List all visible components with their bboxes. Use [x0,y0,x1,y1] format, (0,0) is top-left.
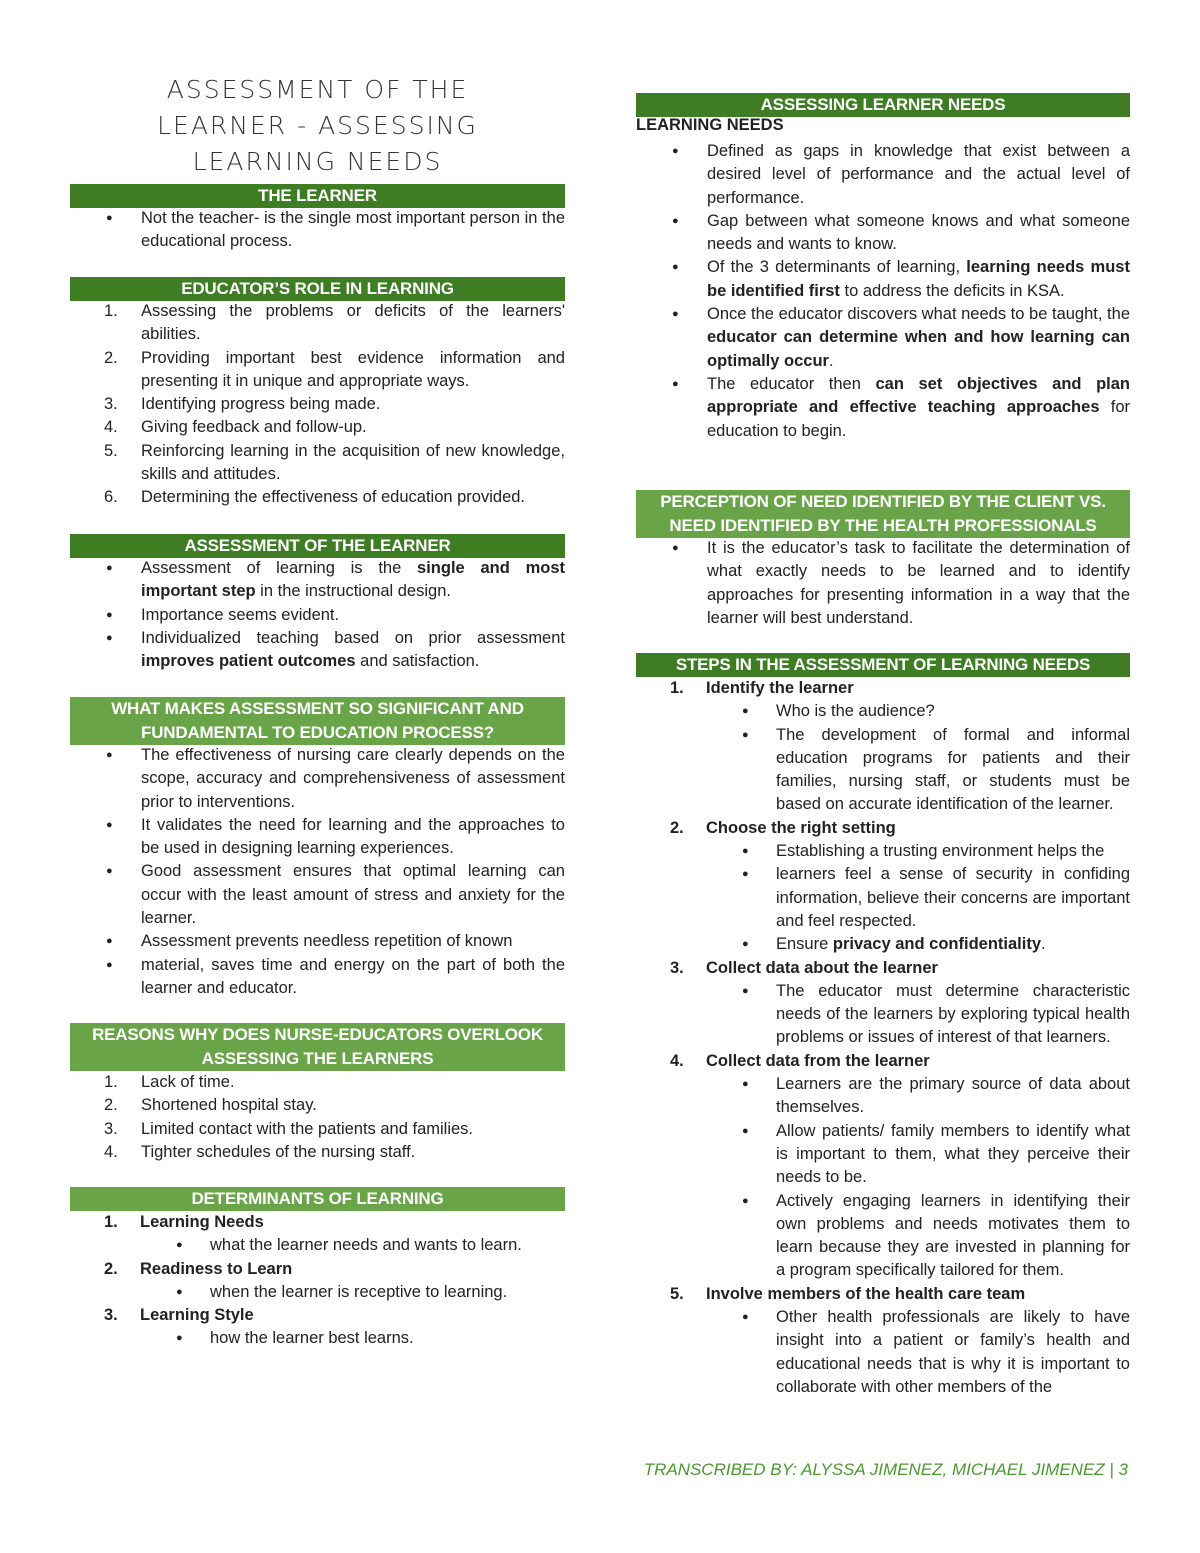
list-item: 4. Giving feedback and follow-up. [104,418,367,437]
list-item: 2. Providing important best evidence information and presenting it in unique and appropriate ways. [104,348,565,390]
list-item: ● Good assessment ensures that optimal learning can occur with the least amount of stress and anxiety for the learner. [70,860,565,930]
step-item: 4. Collect data from the learner ● Learners are the primary source of data about themselves. ● Allow patients/ family members to identify what is important to them, what they perceive their needs to be. ● Actively engaging learners in identifying their own problems and needs motivates them to learn because they are invested in planning for a program specifically tailored for them. [636,1050,1130,1283]
list-item: ● Once the educator discovers what needs to be taught, the educator can determine when and how learning can optimally occur. [636,303,1130,373]
list-item: ● Of the 3 determinants of learning, learning needs must be identified first to address the deficits in KSA. [636,256,1130,303]
title-line: LEARNING NEEDS [192,147,443,176]
list-item: 5. Reinforcing learning in the acquisition of new knowledge, skills and attitudes. [104,441,565,484]
list-item: ● Gap between what someone knows and what someone needs and wants to know. [636,210,1130,257]
step-item: 3. Collect data about the learner ● The educator must determine characteristic needs of the learners by exploring typical health problems or issues of interest of that learners. [636,957,1130,1050]
section-heading-educator-role: EDUCATOR’S ROLE IN LEARNING [70,277,565,301]
sub-item: ● what the learner needs and wants to learn. [140,1234,565,1257]
perception-list [636,537,1130,630]
sub-item: ● Ensure privacy and confidentiality. [706,933,1130,956]
list-item: ● The effectiveness of nursing care clearly depends on the scope, accuracy and comprehensiveness of assessment prior to interventions. [70,744,565,814]
sub-item: ● learners feel a sense of security in confiding information, believe their concerns are important and feel respected. [706,863,1130,933]
sub-item: ● Who is the audience? [706,700,1130,723]
sub-item: ● how the learner best learns. [140,1327,565,1350]
list-item: ● Defined as gaps in knowledge that exist between a desired level of performance and the actual level of performance. [636,140,1130,210]
section-heading-determinants: DETERMINANTS OF LEARNING [70,1187,565,1211]
page-title [70,72,565,180]
list-item: ● It validates the need for learning and the approaches to be used in designing learning experiences. [70,814,565,861]
section-heading-steps: STEPS IN THE ASSESSMENT OF LEARNING NEEDS [636,653,1130,677]
list-item: 2. Readiness to Learn ● when the learner is receptive to learning. [70,1258,565,1305]
section-heading-perception: PERCEPTION OF NEED IDENTIFIED BY THE CLIENT VS. NEED IDENTIFIED BY THE HEALTH PROFESSIONALS [636,490,1130,538]
section-heading-learner: THE LEARNER [70,184,565,208]
list-item: 4. Tighter schedules of the nursing staff. [104,1142,416,1161]
list-item: 6. Determining the effectiveness of education provided. [104,488,526,507]
list-item: ● material, saves time and energy on the part of both the learner and educator. [70,954,565,1001]
subheading-learning-needs: LEARNING NEEDS [636,116,784,134]
learner-list [70,207,565,254]
steps-list [636,677,1130,1399]
section-heading-assessment: ASSESSMENT OF THE LEARNER [70,534,565,558]
list-item: 3. Limited contact with the patients and families. [104,1119,474,1138]
sub-item: ● Allow patients/ family members to identify what is important to them, what they perceive their needs to be. [706,1120,1130,1190]
list-item: 2. Shortened hospital stay. [104,1096,317,1115]
determinants-list [70,1211,565,1351]
step-item: 5. Involve members of the health care team ● Other health professionals are likely to have insight into a patient or family’s health and educational needs that is why it is important to collaborate with other members of the [636,1283,1130,1399]
sub-item: ● Actively engaging learners in identifying their own problems and needs motivates them to learn because they are invested in planning for a program specifically tailored for them. [706,1190,1130,1283]
title-line: LEARNER - ASSESSING [157,111,478,140]
list-item: ● The educator then can set objectives and plan appropriate and effective teaching approaches for education to begin. [636,373,1130,443]
list-item: 3. Identifying progress being made. [104,395,381,414]
sub-item: ● when the learner is receptive to learning. [140,1281,565,1304]
list-item: ● Not the teacher- is the single most important person in the educational process. [70,207,565,254]
sub-item: ● Establishing a trusting environment helps the [706,840,1130,863]
list-item: ● It is the educator’s task to facilitate the determination of what exactly needs to be learned and to identify approaches for presenting information in a way that the learner will best understand. [636,537,1130,630]
sub-item: ● Other health professionals are likely to have insight into a patient or family’s health and educational needs that is why it is important to collaborate with other members of the [706,1306,1130,1399]
list-item: 1. Lack of time. [104,1073,235,1091]
section-heading-needs: ASSESSING LEARNER NEEDS [636,93,1130,117]
sub-item: ● The development of formal and informal education programs for patients and their families, nursing staff, or students must be based on accurate identification of the learner. [706,724,1130,817]
section-heading-reasons: REASONS WHY DOES NURSE-EDUCATORS OVERLOOK ASSESSING THE LEARNERS [70,1023,565,1071]
educator-role-list [70,300,565,510]
list-item: ● Individualized teaching based on prior assessment improves patient outcomes and satisfaction. [70,627,565,674]
step-item: 2. Choose the right setting ● Establishing a trusting environment helps the ● learners feel a sense of security in confiding information, believe their concerns are important and feel respected. ● Ensure privacy and confidentiality. [636,817,1130,957]
list-item: ● Assessment prevents needless repetition of known [70,930,565,953]
list-item: ● Assessment of learning is the single and most important step in the instructional design. [70,557,565,604]
section-heading-significant: WHAT MAKES ASSESSMENT SO SIGNIFICANT AND FUNDAMENTAL TO EDUCATION PROCESS? [70,697,565,745]
needs-list [636,140,1130,443]
reasons-list [70,1071,565,1164]
sub-item: ● Learners are the primary source of data about themselves. [706,1073,1130,1120]
assessment-list [70,557,565,673]
list-item: 1. Learning Needs ● what the learner needs and wants to learn. [70,1211,565,1258]
sub-item: ● The educator must determine characteristic needs of the learners by exploring typical health problems or issues of interest of that learners. [706,980,1130,1050]
list-item: 1. Assessing the problems or deficits of the learners' abilities. [104,302,565,344]
footer-credit: TRANSCRIBED BY: ALYSSA JIMENEZ, MICHAEL JIMENEZ | 3 [643,1460,1128,1479]
step-item: 1. Identify the learner ● Who is the audience? ● The development of formal and informal education programs for patients and their families, nursing staff, or students must be based on accurate identification of the learner. [636,677,1130,817]
title-line: ASSESSMENT OF THE [166,75,469,104]
list-item: ● Importance seems evident. [70,604,565,627]
significant-list [70,744,565,1000]
list-item: 3. Learning Style ● how the learner best learns. [70,1304,565,1351]
